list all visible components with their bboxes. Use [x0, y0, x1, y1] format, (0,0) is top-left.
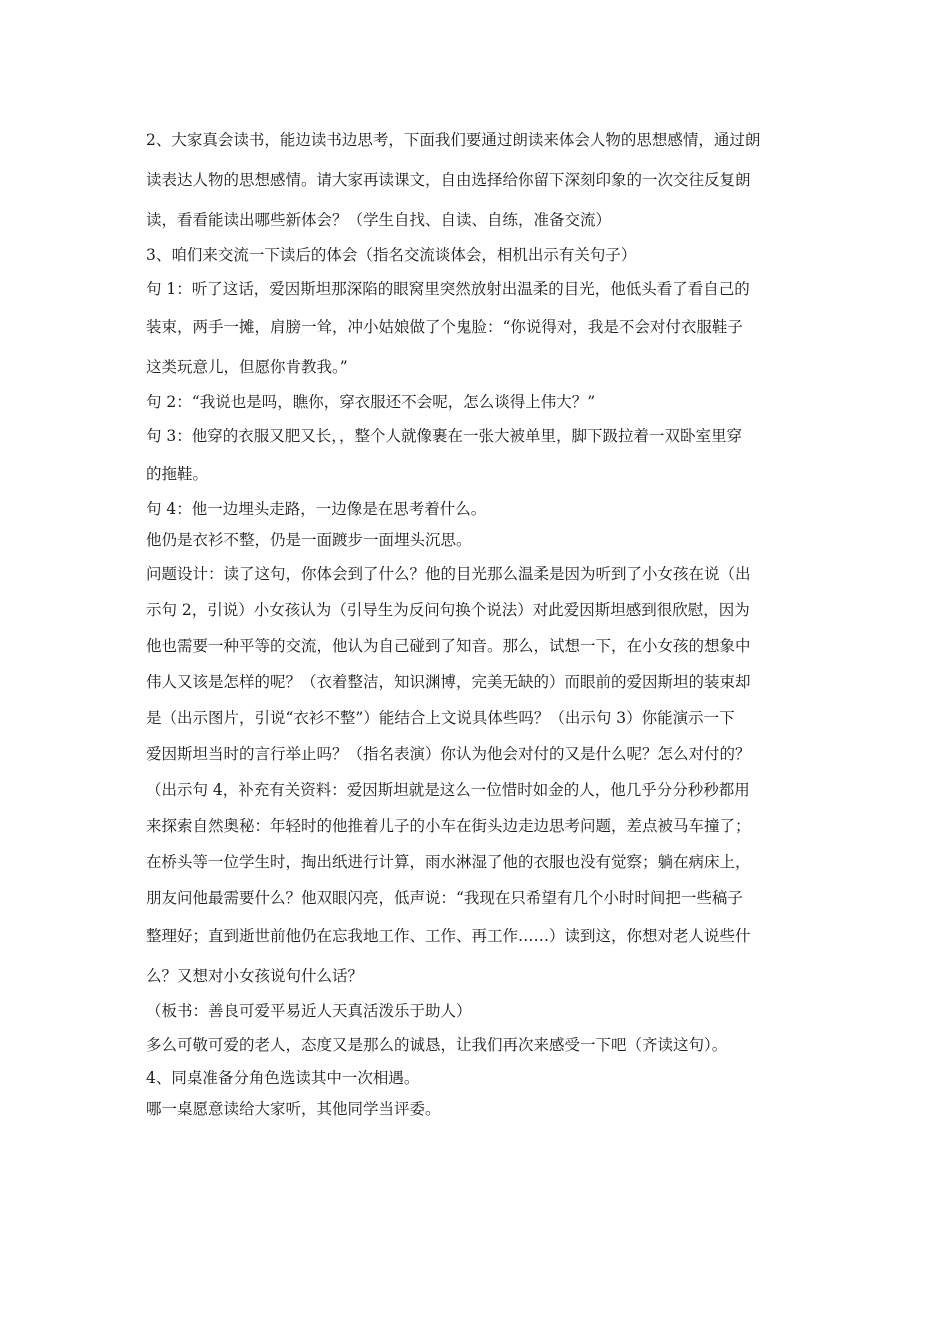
- text-line: 的拖鞋。: [146, 465, 209, 483]
- text-line: 爱因斯坦当时的言行举止吗？（指名表演）你认为他会对付的又是什么呢？怎么对付的？: [146, 745, 751, 763]
- text-line: 整理好；直到逝世前他仍在忘我地工作、工作、再工作……）读到这，你想对老人说些什: [146, 927, 751, 945]
- text-line: 2、大家真会读书，能边读书边思考，下面我们要通过朗读来体会人物的思想感情，通过朗: [146, 131, 761, 149]
- text-line: 读表达人物的思想感情。请大家再读课文，自由选择给你留下深刻印象的一次交往反复朗: [146, 171, 751, 189]
- text-line: 哪一桌愿意读给大家听，其他同学当评委。: [146, 1100, 441, 1118]
- text-line: （出示句 4，补充有关资料：爱因斯坦就是这么一位惜时如金的人，他几乎分分秒秒都用: [146, 781, 750, 799]
- text-line: 4、同桌准备分角色选读其中一次相遇。: [146, 1069, 420, 1087]
- text-line: 在桥头等一位学生时，掏出纸进行计算，雨水淋湿了他的衣服也没有觉察；躺在病床上，: [146, 853, 751, 871]
- text-line: 句 4：他一边埋头走路，一边像是在思考着什么。: [146, 500, 487, 518]
- text-line: 朋友问他最需要什么？他双眼闪亮，低声说：“我现在只希望有几个小时时间把一些稿子: [146, 889, 743, 907]
- text-line: 他仍是衣衫不整，仍是一面踱步一面埋头沉思。: [146, 531, 472, 549]
- text-line: 示句 2，引说）小女孩认为（引导生为反问句换个说法）对此爱因斯坦感到很欣慰，因为: [146, 601, 750, 619]
- text-line: 句 2：“我说也是吗，瞧你，穿衣服还不会呢，怎么谈得上伟大？”: [146, 393, 596, 411]
- text-line: （板书：善良可爱平易近人天真活泼乐于助人）: [146, 1002, 472, 1020]
- text-line: 句 1：听了这话，爱因斯坦那深陷的眼窝里突然放射出温柔的目光，他低头看了看自己的: [146, 280, 750, 298]
- text-line: 他也需要一种平等的交流，他认为自己碰到了知音。那么，试想一下，在小女孩的想象中: [146, 637, 751, 655]
- text-line: 这类玩意儿，但愿你肯教我。”: [146, 358, 348, 376]
- text-line: 伟人又该是怎样的呢？（衣着整洁，知识渊博，完美无缺的）而眼前的爱因斯坦的装束却: [146, 673, 751, 691]
- text-line: 3、咱们来交流一下读后的体会（指名交流谈体会，相机出示有关句子）: [146, 246, 637, 264]
- text-line: 是（出示图片，引说“衣衫不整”）能结合上文说具体些吗？（出示句 3）你能演示一下: [146, 709, 735, 727]
- text-line: 多么可敬可爱的老人，态度又是那么的诚恳，让我们再次来感受一下吧（齐读这句）。: [146, 1036, 728, 1054]
- text-line: 来探索自然奥秘：年轻时的他推着儿子的小车在街头边走边思考问题，差点被马车撞了；: [146, 817, 751, 835]
- text-line: 句 3：他穿的衣服又肥又长，，整个人就像裹在一张大被单里，脚下趿拉着一双卧室里穿: [146, 427, 743, 445]
- text-line: 问题设计：读了这句，你体会到了什么？他的目光那么温柔是因为听到了小女孩在说（出: [146, 565, 751, 583]
- text-line: 么？又想对小女孩说句什么话？: [146, 967, 364, 985]
- text-line: 装束，两手一摊，肩膀一耸，冲小姑娘做了个鬼脸：“你说得对，我是不会对付衣服鞋子: [146, 318, 743, 336]
- text-line: 读，看看能读出哪些新体会？（学生自找、自读、自练，准备交流）: [146, 211, 612, 229]
- document-body: [146, 120, 810, 1125]
